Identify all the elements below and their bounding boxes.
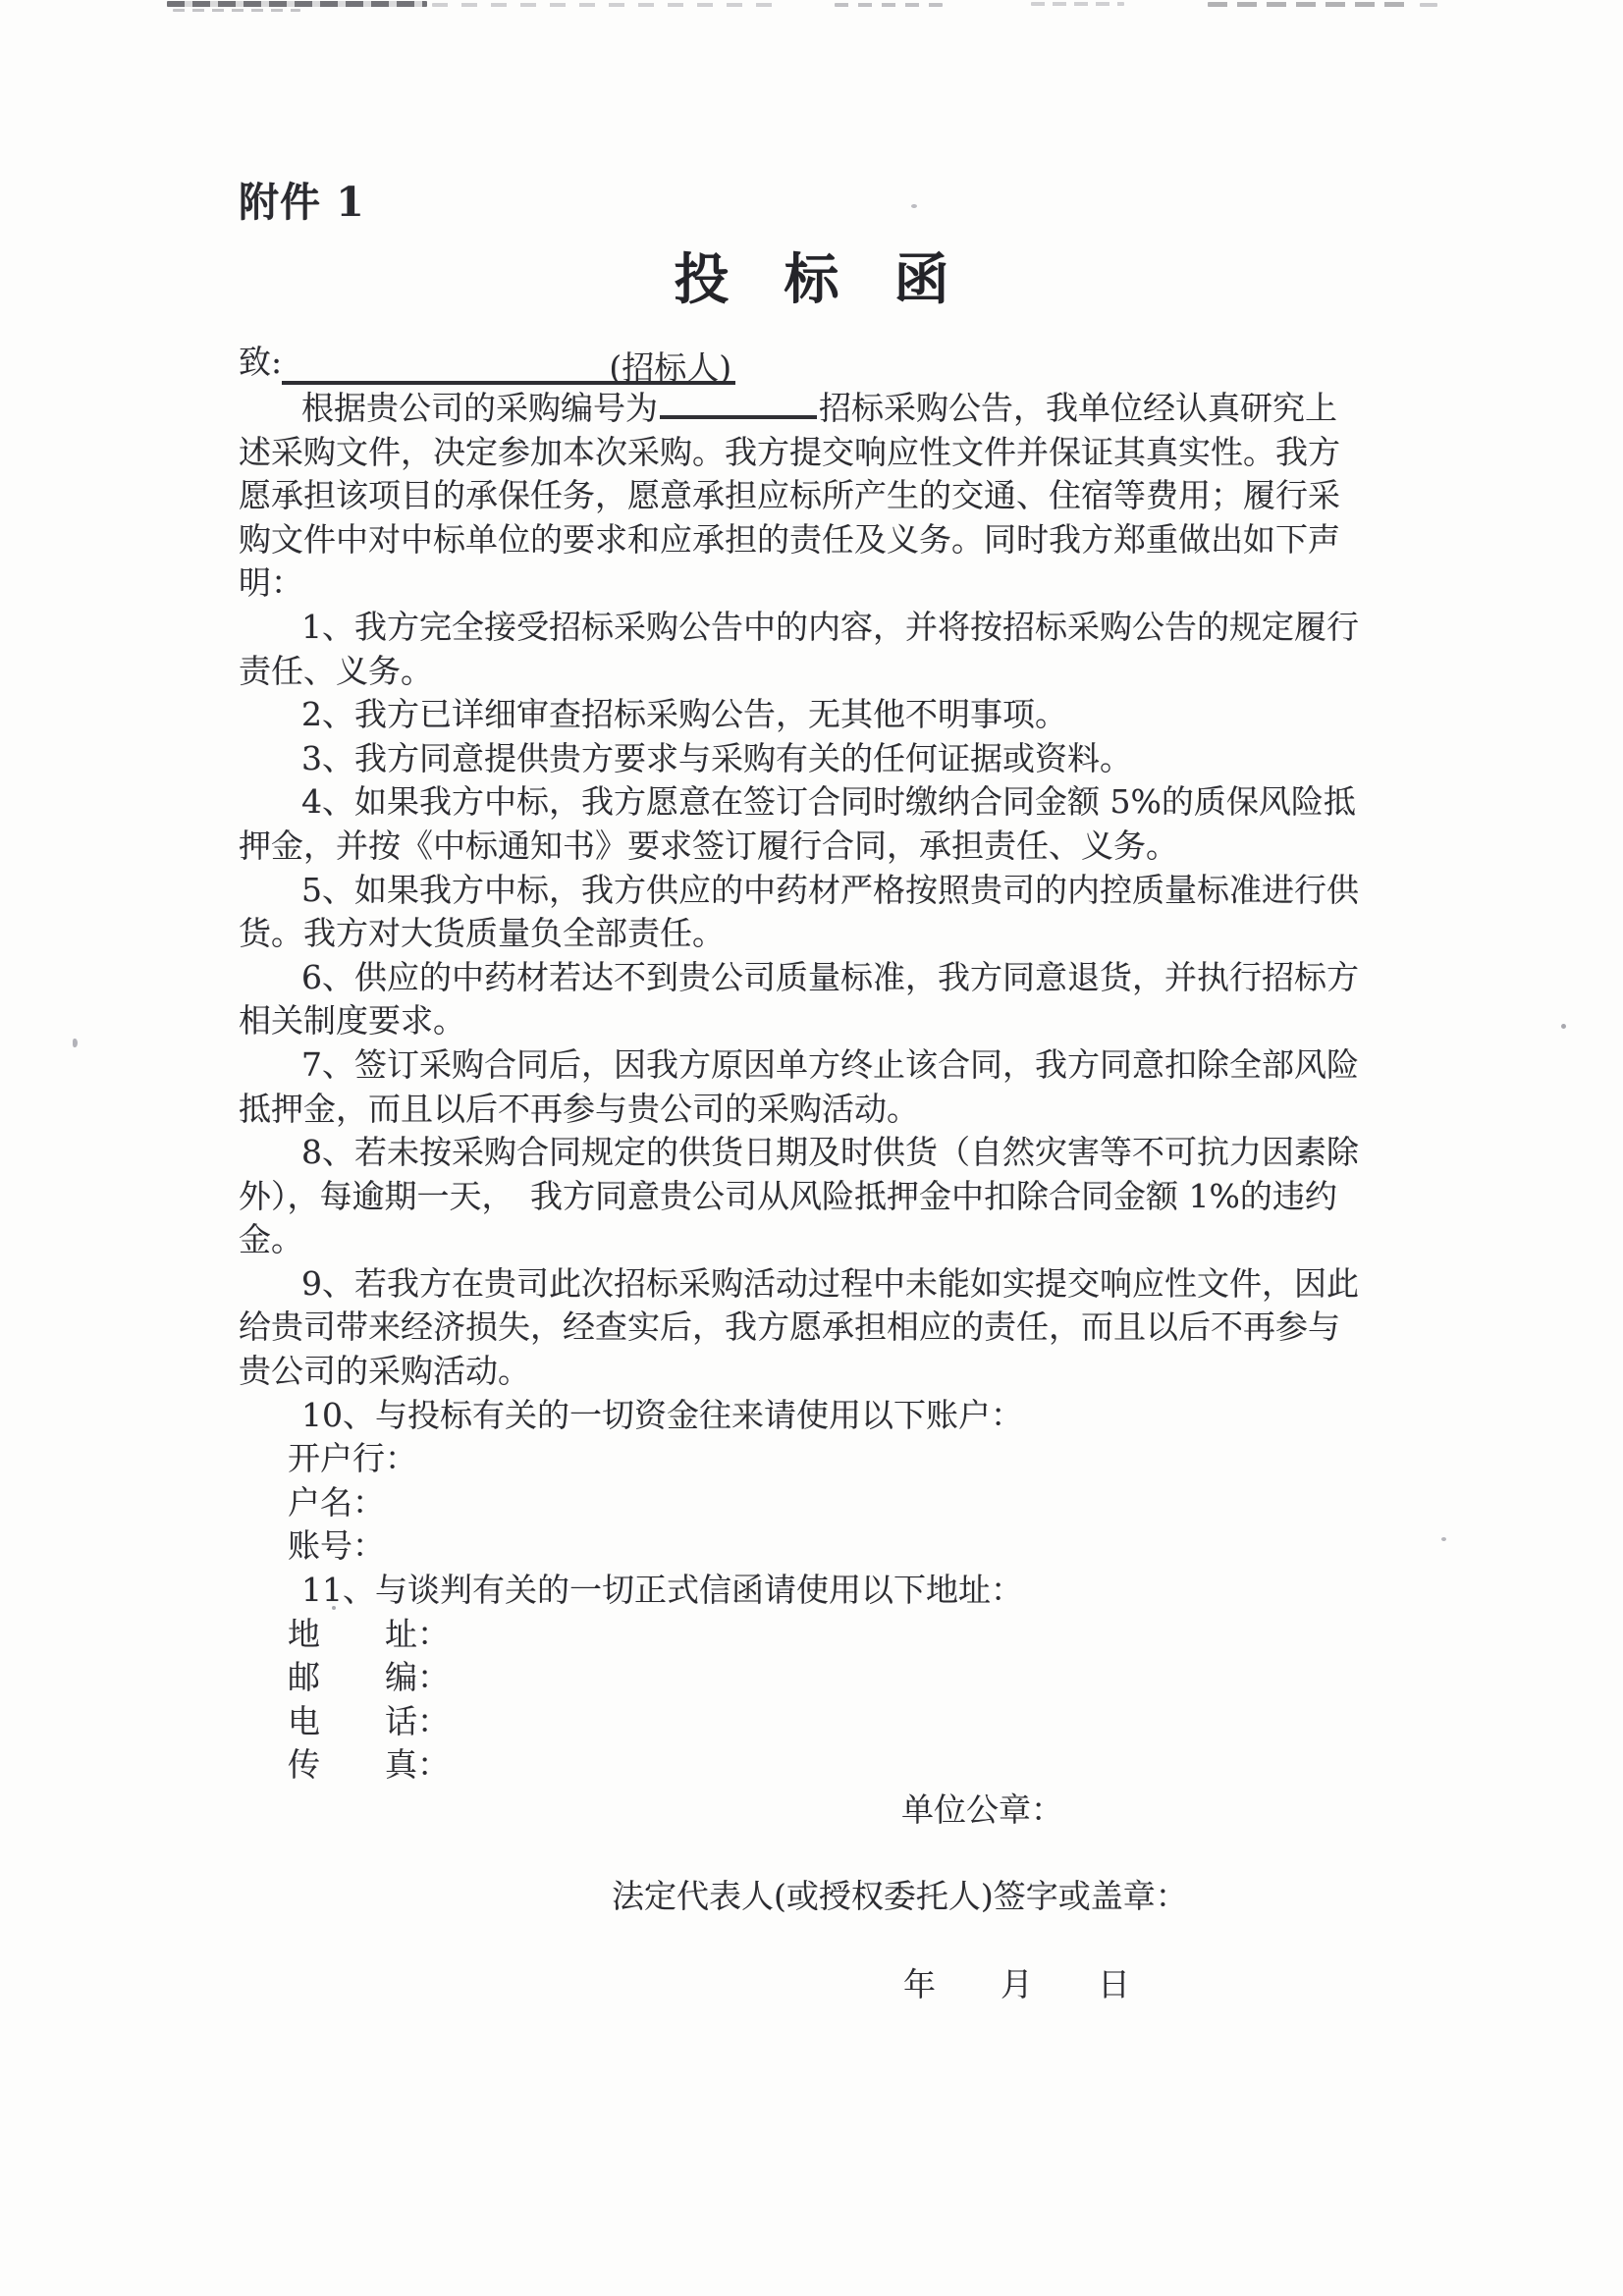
recipient-hint: (招标人) <box>609 348 732 387</box>
address-field-label: 电 话： <box>288 1701 450 1740</box>
body-line: 6、供应的中药材若达不到贵公司质量标准，我方同意退货，并执行招标方 <box>301 957 1359 996</box>
body-line: 述采购文件，决定参加本次采购。我方提交响应性文件并保证其真实性。我方 <box>239 432 1340 471</box>
body-line: 外），每逾期一天， 我方同意贵公司从风险抵押金中扣除合同金额 1%的违约 <box>239 1176 1337 1215</box>
body-line: 9、若我方在贵司此次招标采购活动过程中未能如实提交响应性文件，因此 <box>301 1263 1359 1303</box>
body-line: 相关制度要求。 <box>239 1001 465 1041</box>
document-title: 投 标 函 <box>674 247 949 312</box>
scan-artifact-dash <box>167 1 427 7</box>
date-line: 年 月 日 <box>903 1965 1130 2003</box>
scan-artifact-speck <box>911 204 917 208</box>
body-line: 购文件中对中标单位的要求和应承担的责任及义务。同时我方郑重做出如下声 <box>239 519 1340 559</box>
intro-line-post: 招标采购公告，我单位经认真研究上 <box>819 389 1337 427</box>
scan-artifact-speck <box>1441 1537 1446 1541</box>
scan-artifact-dash <box>1031 2 1124 6</box>
body-line: 给贵司带来经济损失，经查实后，我方愿承担相应的责任，而且以后不再参与 <box>239 1308 1340 1347</box>
body-line: 7、签订采购合同后，因我方原因单方终止该合同，我方同意扣除全部风险 <box>301 1044 1359 1084</box>
scan-artifact-dash <box>1208 2 1409 7</box>
salutation-line <box>239 340 735 385</box>
body-line <box>239 387 1378 431</box>
body-line: 8、若未按采购合同规定的供货日期及时供货（自然灾害等不可抗力因素除 <box>301 1133 1359 1172</box>
bank-field-label: 开户行： <box>288 1439 417 1478</box>
body-line: 3、我方同意提供贵方要求与采购有关的任何证据或资料。 <box>301 738 1132 777</box>
body-line: 金。 <box>239 1220 303 1259</box>
body-line: 抵押金，而且以后不再参与贵公司的采购活动。 <box>239 1089 919 1128</box>
body-line: 1、我方完全接受招标采购公告中的内容，并将按招标采购公告的规定履行 <box>301 607 1359 646</box>
scan-artifact-dash <box>835 3 943 7</box>
recipient-blank-underline <box>282 346 735 385</box>
salutation-prefix: 致: <box>239 343 283 381</box>
procurement-number-blank <box>660 390 817 419</box>
scan-artifact-dash <box>173 9 300 12</box>
bank-field-label: 账号： <box>288 1526 385 1566</box>
scan-artifact-dash <box>432 3 785 7</box>
scan-artifact-speck <box>73 1039 78 1047</box>
intro-line-pre: 根据贵公司的采购编号为 <box>301 389 658 427</box>
attachment-label: 附件 1 <box>239 179 365 226</box>
body-line: 4、如果我方中标，我方愿意在签订合同时缴纳合同金额 5%的质保风险抵 <box>301 782 1356 822</box>
body-text <box>239 387 1378 1788</box>
address-field-label: 邮 编： <box>288 1658 450 1697</box>
body-line: 5、如果我方中标，我方供应的中药材严格按照贵司的内控质量标准进行供 <box>301 870 1359 909</box>
body-line: 贵公司的采购活动。 <box>239 1352 530 1391</box>
body-line: 11、与谈判有关的一切正式信函请使用以下地址： <box>301 1571 1023 1610</box>
body-line: 愿承担该项目的承保任务，愿意承担应标所产生的交通、住宿等费用；履行采 <box>239 476 1340 515</box>
body-line: 10、与投标有关的一切资金往来请使用以下账户： <box>301 1395 1023 1434</box>
body-line: 押金，并按《中标通知书》要求签订履行合同，承担责任、义务。 <box>239 826 1178 865</box>
company-seal-label: 单位公章： <box>901 1790 1063 1829</box>
body-line: 2、我方已详细审查招标采购公告，无其他不明事项。 <box>301 695 1067 734</box>
body-line: 货。我方对大货质量负全部责任。 <box>239 914 725 953</box>
body-line: 明： <box>239 563 303 603</box>
legal-representative-signature-label: 法定代表人(或授权委托人)签字或盖章： <box>612 1877 1188 1915</box>
address-field-label: 传 真： <box>288 1745 450 1785</box>
scan-artifact-dash <box>1420 3 1437 7</box>
bank-field-label: 户名： <box>288 1482 385 1522</box>
address-field-label: 地 址： <box>288 1614 450 1653</box>
scan-artifact-speck <box>1561 1024 1566 1029</box>
body-line: 责任、义务。 <box>239 651 433 690</box>
